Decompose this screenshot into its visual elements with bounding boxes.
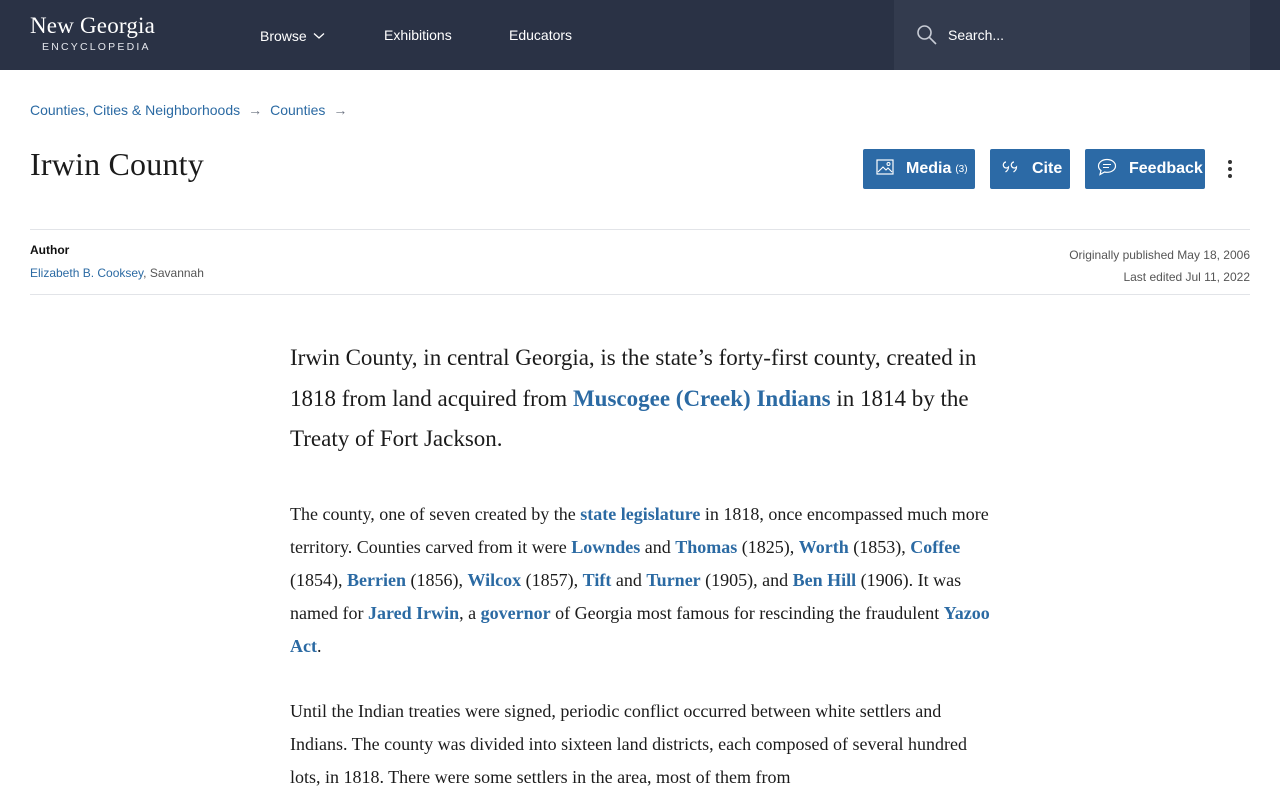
logo-sub-text: ENCYCLOPEDIA	[42, 41, 151, 53]
author-name-link[interactable]: Elizabeth B. Cooksey	[30, 266, 144, 280]
nav-browse-label: Browse	[260, 28, 307, 44]
menu-dot	[1228, 160, 1232, 164]
text: .	[316, 636, 322, 657]
published-date: Originally published May 18, 2006	[1069, 248, 1250, 262]
quote-icon	[1002, 160, 1032, 179]
text: (1856),	[405, 569, 468, 590]
link-coffee[interactable]: Coffee	[910, 536, 961, 557]
feedback-button-label: Feedback	[1129, 160, 1203, 177]
paragraph-2: Until the Indian treaties were signed, periodic conflict occurred between white settlers and Indians. The county was divided into sixteen land districts, each composed of several hundred lots, in 1818. There were some settlers in the area, most of them from	[290, 700, 967, 787]
edited-date: Last edited Jul 11, 2022	[1123, 270, 1250, 284]
text: of Georgia most famous for rescinding the fraudulent	[550, 603, 944, 624]
text: in 1818, once encompassed much more territory. Counties carved from it were	[290, 503, 989, 557]
media-button[interactable]	[863, 149, 975, 189]
nav-exhibitions[interactable]: Exhibitions	[384, 27, 452, 43]
page-title: Irwin County	[30, 146, 204, 182]
author-location: , Savannah	[143, 266, 204, 280]
text: (1906). It was named for	[290, 569, 962, 624]
link-state-legislature[interactable]: state legislature	[580, 503, 701, 524]
divider	[30, 294, 1250, 295]
paragraph-1	[290, 498, 990, 664]
text: (1825),	[737, 536, 799, 557]
search-input[interactable]	[948, 25, 1228, 45]
image-icon	[876, 159, 906, 180]
site-logo[interactable]	[30, 13, 155, 53]
more-vertical-icon[interactable]	[1220, 157, 1240, 181]
breadcrumb-link-counties-cities[interactable]: Counties, Cities & Neighborhoods	[30, 102, 241, 118]
breadcrumb	[30, 101, 355, 119]
text: and	[640, 536, 676, 557]
text: Irwin County, in central Georgia, is the state’s forty-first county, created in 1818 from land acquired from	[290, 345, 977, 411]
arrow-right-icon: →	[333, 102, 348, 118]
text: The county, one of seven created by the	[290, 503, 581, 524]
logo-main-text: New Georgia	[30, 13, 156, 38]
lead-paragraph	[290, 338, 990, 460]
media-button-label: Media	[906, 160, 952, 177]
author-label: Author	[30, 243, 70, 257]
link-berrien[interactable]: Berrien	[347, 569, 406, 590]
search-box	[894, 0, 1250, 70]
text: and	[611, 569, 647, 590]
link-tift[interactable]: Tift	[582, 569, 612, 590]
site-header	[0, 0, 1280, 70]
link-turner[interactable]: Turner	[646, 569, 701, 590]
divider	[30, 229, 1250, 230]
text: (1854),	[290, 569, 347, 590]
cite-button[interactable]	[990, 149, 1070, 189]
text: in 1814 by the Treaty of Fort Jackson.	[290, 385, 969, 451]
feedback-button[interactable]	[1085, 149, 1205, 189]
text: (1905), and	[700, 569, 793, 590]
link-ben-hill[interactable]: Ben Hill	[792, 569, 857, 590]
cite-button-label: Cite	[1032, 160, 1063, 177]
text: (1853),	[848, 536, 911, 557]
nav-browse[interactable]	[260, 26, 325, 45]
nav-educators[interactable]: Educators	[509, 27, 573, 43]
speech-bubble-icon	[1097, 158, 1129, 181]
link-jared-irwin[interactable]: Jared Irwin	[367, 603, 460, 624]
link-muscogee-creek-indians[interactable]: Muscogee (Creek) Indians	[572, 385, 831, 411]
menu-dot	[1228, 167, 1232, 171]
link-worth[interactable]: Worth	[798, 536, 849, 557]
link-governor[interactable]: governor	[480, 603, 551, 624]
text: , a	[459, 603, 481, 624]
media-count: (3)	[955, 163, 968, 175]
author-line	[30, 266, 204, 280]
link-lowndes[interactable]: Lowndes	[571, 536, 641, 557]
link-wilcox[interactable]: Wilcox	[467, 569, 522, 590]
chevron-down-icon	[313, 26, 325, 44]
breadcrumb-link-counties[interactable]: Counties	[270, 102, 326, 118]
article-body	[290, 338, 990, 800]
text: (1857),	[521, 569, 583, 590]
publication-info	[1069, 244, 1250, 288]
menu-dot	[1228, 174, 1232, 178]
arrow-right-icon: →	[248, 102, 263, 118]
link-yazoo-act[interactable]: Yazoo Act	[290, 603, 990, 657]
link-thomas[interactable]: Thomas	[675, 536, 738, 557]
search-icon[interactable]	[916, 24, 938, 51]
